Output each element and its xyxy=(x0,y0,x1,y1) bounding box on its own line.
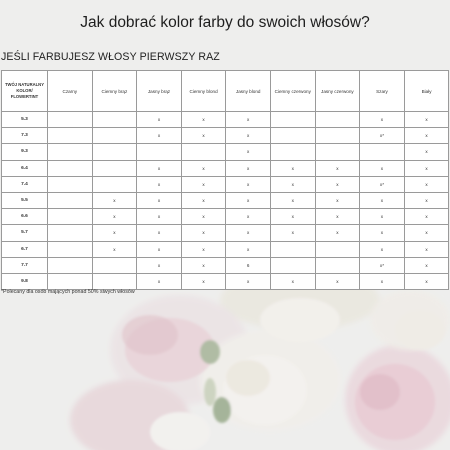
column-header: Biały xyxy=(404,71,449,112)
corner-header-cell xyxy=(2,71,48,112)
table-cell: x xyxy=(270,209,315,225)
table-cell xyxy=(92,160,137,176)
table-cell: x xyxy=(315,192,360,208)
table-cell xyxy=(270,241,315,257)
table-row xyxy=(2,128,449,144)
table-cell: x xyxy=(226,112,271,128)
table-cell: x* xyxy=(360,176,405,192)
table-cell: x xyxy=(137,192,182,208)
table-row xyxy=(2,209,449,225)
table-cell: x xyxy=(92,209,137,225)
row-code-cell: 6.4 xyxy=(2,160,48,176)
table-cell: x xyxy=(315,176,360,192)
column-header: Ciemny czerwony xyxy=(270,71,315,112)
table-row xyxy=(2,160,449,176)
table-cell: x xyxy=(404,160,449,176)
table-cell xyxy=(48,112,93,128)
table-cell: x xyxy=(360,209,405,225)
table-cell: x xyxy=(360,241,405,257)
table-cell: x xyxy=(226,176,271,192)
table-cell: x xyxy=(270,273,315,289)
table-cell xyxy=(48,225,93,241)
column-header: Ciemny blond xyxy=(181,71,226,112)
table-cell: x xyxy=(137,112,182,128)
table-cell: x xyxy=(181,241,226,257)
table-cell: x xyxy=(226,241,271,257)
table-cell: x xyxy=(137,209,182,225)
table-cell xyxy=(315,128,360,144)
table-cell: x xyxy=(404,112,449,128)
table-row xyxy=(2,176,449,192)
table-cell: x xyxy=(404,128,449,144)
table-cell xyxy=(48,160,93,176)
table-body xyxy=(2,112,449,290)
table-cell xyxy=(137,144,182,160)
table-cell xyxy=(270,112,315,128)
table-cell: x xyxy=(92,241,137,257)
table-cell: x xyxy=(315,160,360,176)
table-cell: x xyxy=(270,225,315,241)
table-cell: x xyxy=(137,241,182,257)
table-cell: x xyxy=(404,241,449,257)
corner-header-line: FLOWERTINT xyxy=(10,94,39,99)
footnote: *Polecany dla osób mających ponad 50% siwych włosów xyxy=(1,289,135,295)
row-code-cell: 5.7 xyxy=(2,225,48,241)
table-cell xyxy=(181,144,226,160)
table-row xyxy=(2,112,449,128)
section-subtitle: JEŚLI FARBUJESZ WŁOSY PIERWSZY RAZ xyxy=(1,51,220,63)
table-cell: x xyxy=(360,112,405,128)
table-cell xyxy=(48,144,93,160)
table-cell: x xyxy=(137,128,182,144)
table-cell: x xyxy=(404,209,449,225)
column-header: Czarny xyxy=(48,71,93,112)
table-cell: x xyxy=(226,144,271,160)
table-cell: x xyxy=(92,192,137,208)
table-cell: x xyxy=(92,225,137,241)
table-cell: x xyxy=(404,273,449,289)
table-cell: x xyxy=(181,209,226,225)
row-code-cell: 5.3 xyxy=(2,112,48,128)
table-cell xyxy=(315,144,360,160)
table-row xyxy=(2,225,449,241)
table-cell xyxy=(360,144,405,160)
table-cell: x xyxy=(181,225,226,241)
column-header: Jasny blond xyxy=(226,71,271,112)
table-cell xyxy=(48,176,93,192)
table-cell: x xyxy=(404,225,449,241)
table-cell xyxy=(270,144,315,160)
table-cell xyxy=(315,241,360,257)
table-cell: x xyxy=(137,225,182,241)
table-cell xyxy=(48,192,93,208)
table-cell: 6 xyxy=(226,257,271,273)
table-cell: x xyxy=(226,192,271,208)
table-cell: x xyxy=(181,128,226,144)
table-cell xyxy=(48,209,93,225)
column-header: Jasny czerwony xyxy=(315,71,360,112)
table-cell xyxy=(48,257,93,273)
row-code-cell: 9.3 xyxy=(2,144,48,160)
table-cell: x xyxy=(181,176,226,192)
color-matching-table xyxy=(1,70,449,290)
table-cell: x xyxy=(181,112,226,128)
table-cell xyxy=(92,144,137,160)
table-cell: x xyxy=(226,273,271,289)
table-row xyxy=(2,192,449,208)
table-cell xyxy=(92,128,137,144)
row-code-cell: 5.5 xyxy=(2,192,48,208)
table-row xyxy=(2,273,449,289)
column-header: Szary xyxy=(360,71,405,112)
table-cell: x xyxy=(360,225,405,241)
table-cell: x xyxy=(404,144,449,160)
table-cell: x xyxy=(315,209,360,225)
column-header: Jasny brąz xyxy=(137,71,182,112)
table-cell xyxy=(92,112,137,128)
table-cell: x xyxy=(226,160,271,176)
table-cell xyxy=(315,112,360,128)
table-cell: x xyxy=(226,209,271,225)
table-cell xyxy=(270,128,315,144)
column-header: Ciemny brąz xyxy=(92,71,137,112)
row-code-cell: 6.7 xyxy=(2,241,48,257)
corner-header-line: KOLOR/ xyxy=(16,88,33,93)
table-row xyxy=(2,241,449,257)
table-cell: x xyxy=(315,225,360,241)
row-code-cell: 6.6 xyxy=(2,209,48,225)
table-cell: x* xyxy=(360,128,405,144)
table-cell: x xyxy=(270,160,315,176)
table-row xyxy=(2,257,449,273)
corner-header-line: TWÓJ NATURALNY xyxy=(4,82,44,87)
table-cell xyxy=(48,128,93,144)
table-header xyxy=(2,71,449,112)
page-title: Jak dobrać kolor farby do swoich włosów? xyxy=(80,14,370,31)
table-cell: x xyxy=(404,176,449,192)
table-cell: x xyxy=(360,273,405,289)
table-cell xyxy=(270,257,315,273)
table-cell xyxy=(48,273,93,289)
table-cell: x xyxy=(181,160,226,176)
table-cell xyxy=(315,257,360,273)
table-cell: x xyxy=(137,273,182,289)
table-cell xyxy=(92,273,137,289)
table-cell: x xyxy=(181,257,226,273)
table-cell: x xyxy=(404,257,449,273)
table-cell xyxy=(48,241,93,257)
table-cell xyxy=(92,176,137,192)
table-cell: x xyxy=(137,176,182,192)
table-cell: x xyxy=(360,192,405,208)
table-cell: x xyxy=(404,192,449,208)
table-cell xyxy=(92,257,137,273)
row-code-cell: 7.3 xyxy=(2,128,48,144)
table-cell: x* xyxy=(360,257,405,273)
row-code-cell: 7.7 xyxy=(2,257,48,273)
row-code-cell: 9.8 xyxy=(2,273,48,289)
table-cell: x xyxy=(270,192,315,208)
table-row xyxy=(2,144,449,160)
table-cell: x xyxy=(181,273,226,289)
table-cell: x xyxy=(360,160,405,176)
table-cell: x xyxy=(226,225,271,241)
table-cell: x xyxy=(137,257,182,273)
row-code-cell: 7.4 xyxy=(2,176,48,192)
table-cell: x xyxy=(137,160,182,176)
table-cell: x xyxy=(181,192,226,208)
table-cell: x xyxy=(226,128,271,144)
table-cell: x xyxy=(270,176,315,192)
table-cell: x xyxy=(315,273,360,289)
